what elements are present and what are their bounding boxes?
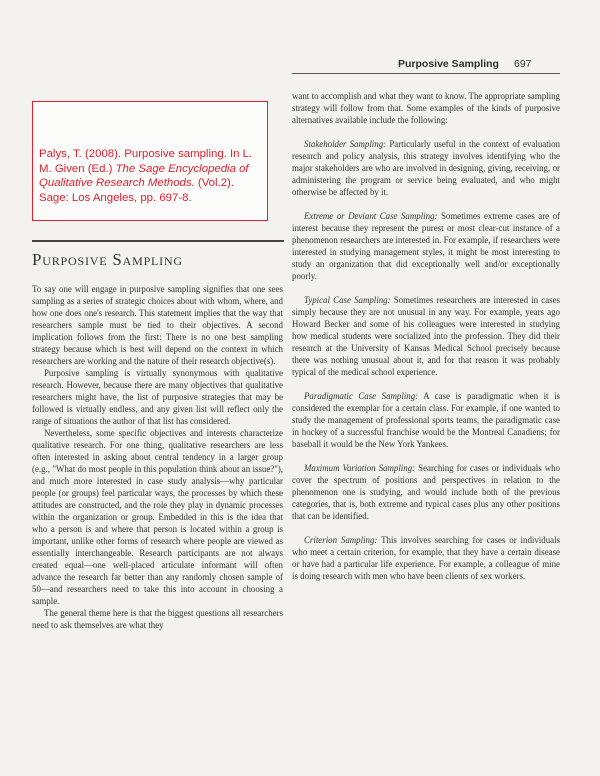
paragraph-1: To say one will engage in purposive sampling signifies that one sees sampling as a series of strategic choices about with whom, where, and how one does one's research. This statement implies that the way that researchers sample must be tied to their objectives. A second implication follows from the first: There is no one best sampling strategy because which is best will depend on the context in which researchers are working and the nature of their research objective(s). xyxy=(32,284,283,366)
header-rule xyxy=(292,73,560,74)
sampling-term: Typical Case Sampling: xyxy=(304,295,391,305)
right-intro: want to accomplish and what they want to know. The appropriate sampling strategy will follow from that. Some examples of the kinds of purposive alternatives available include the following: xyxy=(292,91,560,125)
sampling-description: Particularly useful in the context of evaluation research and policy analysis, this strategy involves identifying who the major stakeholders are who are involved in designing, giving, receiving, or administering the program or service being evaluated, and who might otherwise be affected by it. xyxy=(292,139,560,197)
sampling-description: This involves searching for cases or individuals who meet a certain criterion, for example, that they have a certain disease or have had a particular life experience. For example, a colleague of mine is doing research with men who have been clients of sex workers. xyxy=(292,535,560,581)
left-column xyxy=(32,283,283,631)
sampling-item-paradigmatic xyxy=(292,390,560,450)
running-header xyxy=(380,58,540,72)
sampling-description: Searching for cases or individuals who cover the spectrum of positions and perspectives in relation to the phenomenon one is studying, and would include both of the previous categories, that is, both extreme and typical cases plus any other positions that can be identified. xyxy=(292,463,560,521)
sampling-description: Sometimes researchers are interested in cases simply because they are not unusual in any way. For example, years ago Howard Becker and some of his colleagues were interested in studying how medical students were socialized into the profession. They did their research at the University of Kansas Medical School precisely because there was nothing unusual about it, and for that reason it was probably typical of the medical school experience. xyxy=(292,295,561,377)
paragraph-4: The general theme here is that the biggest questions all researchers need to ask themselves are what they xyxy=(32,608,283,630)
running-title: Purposive Sampling xyxy=(398,58,499,70)
sampling-term: Stakeholder Sampling: xyxy=(304,139,387,149)
sampling-term: Criterion Sampling: xyxy=(304,535,378,545)
article-title: Purposive Sampling xyxy=(32,250,183,269)
sampling-term: Extreme or Deviant Case Sampling: xyxy=(304,211,438,221)
page-number: 697 xyxy=(514,58,532,70)
citation-after-italic: (Vol.2). Sage: Los Angeles, pp. 697-8. xyxy=(39,177,234,204)
sampling-item-maximum-variation xyxy=(292,462,560,522)
paragraph-2: Purposive sampling is virtually synonymous with qualitative research. However, because there are many objectives that qualitative researchers might have, the list of purposive strategies that may be followed is virtually endless, and any given list will reflect only the range of situations the author of that list has considered. xyxy=(32,368,283,426)
sampling-description: A case is paradigmatic when it is considered the exemplar for a certain class. For example, if one wanted to study the management of professional sports teams, the paradigmatic case in hockey of a successful franchise would be the Montreal Canadiens; for baseball it would be the New York Yankees. xyxy=(292,391,560,449)
sampling-description: Sometimes extreme cases are of interest because they represent the purest or most clear-cut instance of a phenomenon researchers are interested in. For example, if researchers were interested in studying management styles, it might be most interesting to study an organization that did exceptionally well and/or exceptionally poorly. xyxy=(292,211,560,281)
sampling-term: Maximum Variation Sampling: xyxy=(304,463,416,473)
citation-text xyxy=(39,147,261,205)
right-column xyxy=(292,90,560,582)
sampling-item-criterion xyxy=(292,534,560,582)
paragraph-3: Nevertheless, some specific objectives and interests characterize qualitative research. For one thing, qualitative researchers are less often interested in asking about central tendency in a larger group (e.g., "What do most people in this population think about an issue?"), and much more interested in case study analysis—why particular people (or groups) feel particular ways, the processes by which these attitudes are constructed, and the role they play in dynamic processes within the organization or group. Embedded in this is the idea that who a person is and where that person is located within a group is important, unlike other forms of research where people are viewed as essentially interchangeable. Research participants are not always created equal—one well-placed articulate informant will often advance the research far better than any randomly chosen sample of 50—and researchers need to take this into account in choosing a sample. xyxy=(32,428,283,606)
title-rule xyxy=(32,240,284,242)
citation-before-italic: Palys, T. (2008). Purposive sampling. In L. M. Given (Ed.) xyxy=(39,148,253,175)
sampling-item-typical xyxy=(292,294,560,378)
citation-book-title: The Sage Encyclopedia of Qualitative Research Methods. xyxy=(39,162,249,190)
sampling-item-extreme xyxy=(292,210,560,282)
sampling-term: Paradigmatic Case Sampling: xyxy=(304,391,419,401)
citation-box xyxy=(32,101,268,221)
sampling-item-stakeholder xyxy=(292,138,560,198)
